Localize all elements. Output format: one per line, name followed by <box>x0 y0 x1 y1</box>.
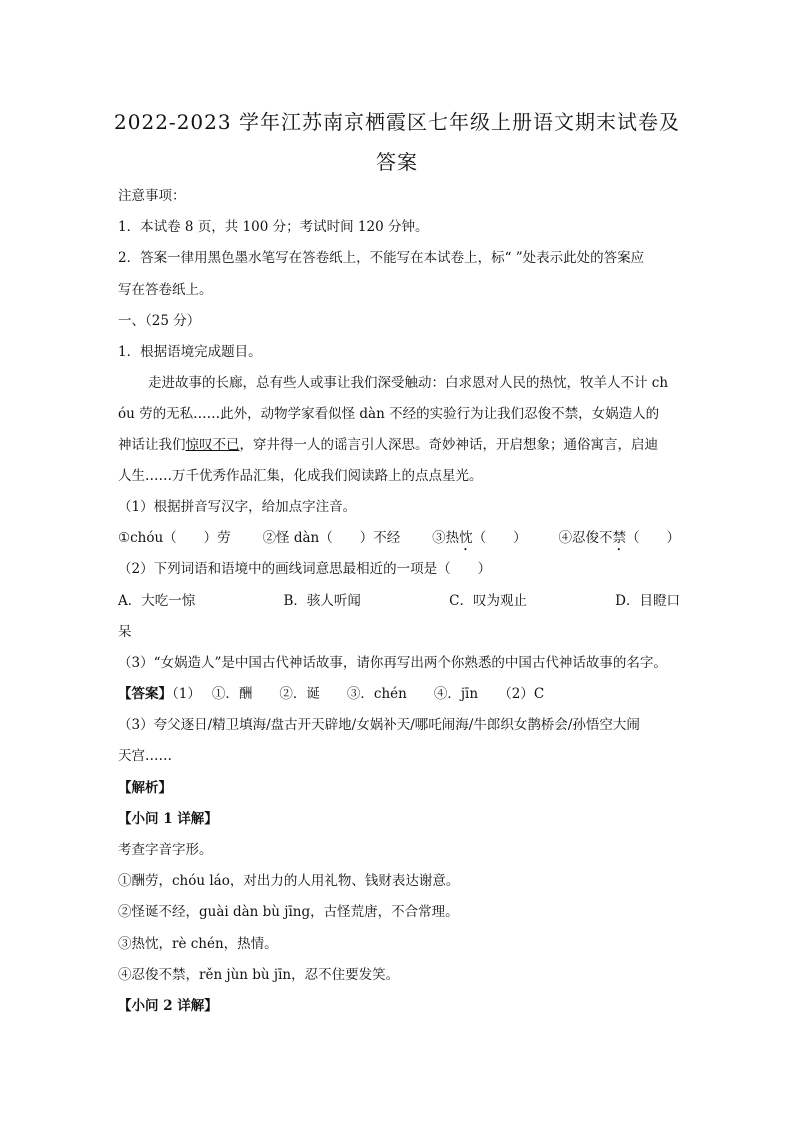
answer-label: 【答案】 <box>118 686 172 702</box>
detail-line-5: ④忍俊不禁，rěn jùn bù jīn，忍不住要发笑。 <box>118 967 400 983</box>
notice-item-2-cont: 写在答卷纸上。 <box>118 282 213 298</box>
title-line-1: 2022-2023 学年江苏南京栖霞区七年级上册语文期末试卷及 <box>114 110 680 134</box>
item-d-pre: ④忍俊不 <box>558 530 613 546</box>
item-c <box>432 528 527 554</box>
sub-question-1: （1）根据拼音写汉字，给加点字注音。 <box>118 499 357 515</box>
question-1: 1．根据语境完成题目。 <box>118 344 262 360</box>
option-d: D．目瞪口 <box>615 593 680 609</box>
item-d-post: （ ） <box>626 530 680 546</box>
item-d-dotted-char: 禁 <box>612 530 626 546</box>
sub-question-2-options <box>118 591 680 611</box>
notice-item-2: 2．答案一律用黑色墨水笔写在答卷纸上，不能写在本试卷上，标“ ”处表示此处的答案应 <box>118 250 645 266</box>
underlined-word: 惊叹不已 <box>185 437 240 453</box>
answer-line-3: 天宫…… <box>118 748 172 764</box>
option-a: A．大吃一惊 <box>118 593 196 609</box>
option-c: C．叹为观止 <box>449 593 527 609</box>
answer-line-2: （3）夸父逐日/精卫填海/盘古开天辟地/女娲补天/哪吒闹海/牛郎织女鹊桥会/孙悟空大闹 <box>118 717 640 733</box>
analysis-label: 【解析】 <box>118 780 172 796</box>
passage-line-4: 人生……万千优秀作品汇集，化成我们阅读路上的点点星光。 <box>118 468 483 484</box>
item-d <box>559 528 681 554</box>
item-c-dotted-char: 忱 <box>459 530 473 546</box>
passage-line-3-post: ，穿井得一人的谣言引人深思。奇妙神话，开启想象；通俗寓言，启迪 <box>239 437 658 453</box>
item-b: ②怪 dàn（ ）不经 <box>262 530 401 546</box>
detail-line-2: ①酬劳，chóu láo，对出力的人用礼物、钱财表达谢意。 <box>118 873 460 889</box>
passage-line-3 <box>118 435 680 455</box>
detail-line-4: ③热忱，rè chén，热情。 <box>118 936 278 952</box>
item-c-post: （ ） <box>472 530 527 546</box>
detail-line-3: ②怪诞不经，guài dàn bù jīng，古怪荒唐，不合常理。 <box>118 904 459 920</box>
item-c-pre: ③热 <box>432 530 460 546</box>
item-a: ①chóu（ ）劳 <box>118 530 231 546</box>
title-line-2: 答案 <box>376 150 418 174</box>
notice-heading: 注意事项： <box>118 188 186 204</box>
option-b: B．骇人听闻 <box>283 593 361 609</box>
sub-question-2: （2）下列词语和语境中的画线词意思最相近的一项是（ ） <box>118 561 492 577</box>
sub-question-1-detail-label: 【小问 1 详解】 <box>118 811 218 827</box>
answer-line-1 <box>118 684 680 704</box>
option-d-cont: 呆 <box>118 624 132 640</box>
notice-item-1: 1．本试卷 8 页，共 100 分；考试时间 120 分钟。 <box>118 219 429 235</box>
answer-text-1: （1） ①．酬 ②．诞 ③．chén ④．jīn （2）C <box>172 686 545 702</box>
passage-line-1: 走进故事的长廊，总有些人或事让我们深受触动：白求恩对人民的热忱，牧羊人不计 ch <box>148 375 669 391</box>
detail-line-1: 考查字音字形。 <box>118 842 213 858</box>
section-heading: 一、（25 分） <box>118 313 201 329</box>
sub-question-3: （3）“女娲造人”是中国古代神话故事，请你再写出两个你熟悉的中国古代神话故事的名字。 <box>118 655 667 671</box>
passage-line-3-pre: 神话让我们 <box>118 437 186 453</box>
passage-line-2: óu 劳的无私……此外，动物学家看似怪 dàn 不经的实验行为让我们忍俊不禁，女娲造人的 <box>118 406 660 422</box>
sub-question-2-detail-label: 【小问 2 详解】 <box>118 998 218 1014</box>
sub-question-1-items <box>118 528 680 554</box>
